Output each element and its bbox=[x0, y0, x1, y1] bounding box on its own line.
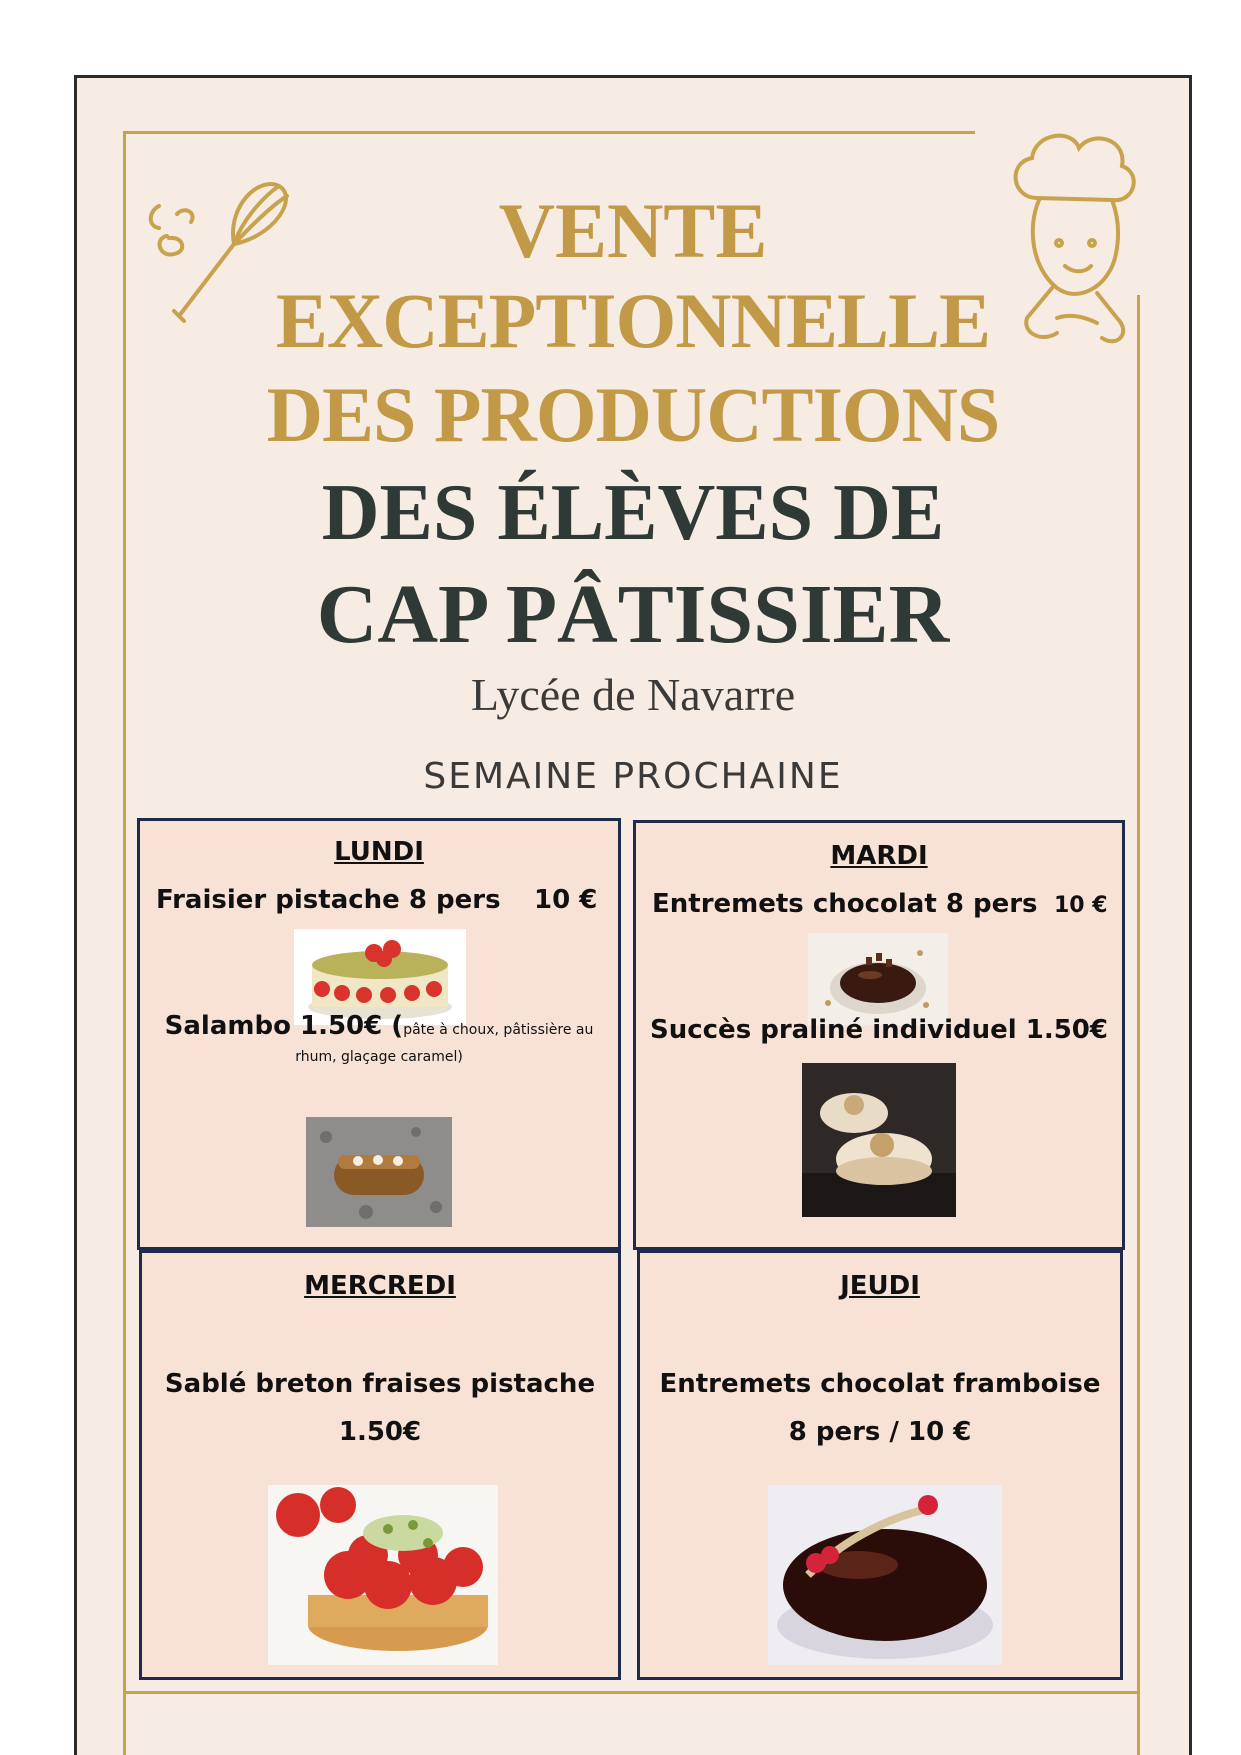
title-line-5: CAP PÂTISSIER bbox=[316, 568, 950, 661]
mardi-item-2: Succès praliné individuel 1.50€ bbox=[650, 1015, 1108, 1045]
poster bbox=[74, 75, 1192, 1755]
box-mercredi bbox=[139, 1250, 621, 1680]
box-jeudi bbox=[637, 1250, 1123, 1680]
day-label-mardi: MARDI bbox=[830, 841, 928, 871]
mercredi-item-1: Sablé breton fraises pistache bbox=[164, 1369, 596, 1399]
jeudi-item-1: Entremets chocolat framboise bbox=[659, 1369, 1101, 1399]
title-line-1: VENTE bbox=[498, 187, 768, 274]
school-name: Lycée de Navarre bbox=[470, 669, 796, 720]
lundi-item-2-detail-a: pâte à choux, pâtissière au bbox=[403, 1022, 594, 1038]
mardi-price-1: 10 € bbox=[1054, 893, 1108, 918]
jeudi-price-1: 8 pers / 10 € bbox=[788, 1417, 972, 1447]
mercredi-price-1: 1.50€ bbox=[338, 1417, 422, 1447]
lundi-item-1: Fraisier pistache 8 pers bbox=[156, 885, 501, 915]
entremets-chocolat-photo bbox=[808, 933, 948, 1025]
frame-bottom-line bbox=[123, 1691, 1140, 1694]
title-line-2: EXCEPTIONNELLE bbox=[275, 277, 991, 364]
frame-top-line bbox=[123, 131, 975, 134]
title-line-4: DES ÉLÈVES DE bbox=[321, 469, 945, 557]
lundi-item-2 bbox=[140, 1011, 618, 1041]
sable-breton-photo bbox=[268, 1485, 498, 1665]
week-label: SEMAINE PROCHAINE bbox=[423, 756, 843, 797]
box-mardi bbox=[633, 820, 1125, 1250]
day-label-mercredi: MERCREDI bbox=[304, 1271, 456, 1301]
box-lundi bbox=[137, 818, 621, 1250]
mardi-item-1: Entremets chocolat 8 pers bbox=[652, 889, 1038, 919]
day-label-lundi: LUNDI bbox=[334, 837, 424, 867]
title-line-3: DES PRODUCTIONS bbox=[266, 371, 1000, 458]
day-label-jeudi: JEUDI bbox=[840, 1271, 920, 1301]
entremets-framboise-photo bbox=[768, 1485, 1002, 1665]
salambo-photo bbox=[306, 1117, 452, 1227]
lundi-price-1: 10 € bbox=[534, 885, 598, 915]
lundi-item-2-main: Salambo 1.50€ ( bbox=[164, 1011, 404, 1041]
lundi-item-2-detail-b: rhum, glaçage caramel) bbox=[295, 1049, 463, 1065]
succes-praline-photo bbox=[802, 1063, 956, 1217]
